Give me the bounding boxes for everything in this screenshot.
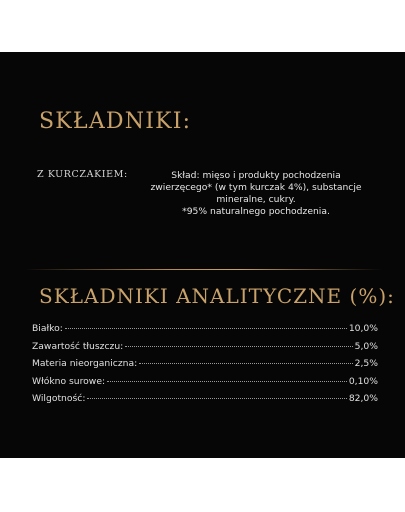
row-label: Białko: xyxy=(32,323,63,334)
analytical-row xyxy=(32,393,378,411)
row-value: 0,10% xyxy=(348,375,378,387)
composition-line: zwierzęcego* (w tym kurczak 4%), substancje xyxy=(150,182,362,193)
dot-leader xyxy=(65,328,347,329)
analytical-title: SKŁADNIKI ANALITYCZNE (%): xyxy=(39,284,395,308)
row-label: Materia nieorganiczna: xyxy=(32,358,138,369)
analytical-table xyxy=(32,323,378,411)
row-value: 2,5% xyxy=(354,358,378,369)
composition-line: *95% naturalnego pochodzenia. xyxy=(182,206,330,217)
row-value: 82,0% xyxy=(348,393,378,404)
row-value: 5,0% xyxy=(354,340,378,352)
analytical-row xyxy=(32,341,378,359)
row-value: 10,0% xyxy=(348,323,378,334)
analytical-row xyxy=(32,323,378,341)
ingredients-title: SKŁADNIKI: xyxy=(39,109,192,134)
composition-text xyxy=(131,170,381,218)
analytical-row xyxy=(32,358,378,376)
dot-leader xyxy=(139,363,352,364)
row-label: Zawartość tłuszczu: xyxy=(32,340,124,352)
row-label: Wilgotność: xyxy=(32,393,86,404)
dot-leader xyxy=(107,381,347,382)
dot-leader xyxy=(125,346,352,347)
flavor-label: Z KURCZAKIEM: xyxy=(37,169,128,180)
composition-line: mineralne, cukry. xyxy=(216,194,296,205)
row-label: Włókno surowe: xyxy=(32,375,106,387)
label-panel xyxy=(0,52,405,458)
dot-leader xyxy=(87,398,346,399)
composition-line: Skład: mięso i produkty pochodzenia xyxy=(171,170,341,181)
gold-divider xyxy=(24,269,382,270)
analytical-row xyxy=(32,376,378,394)
